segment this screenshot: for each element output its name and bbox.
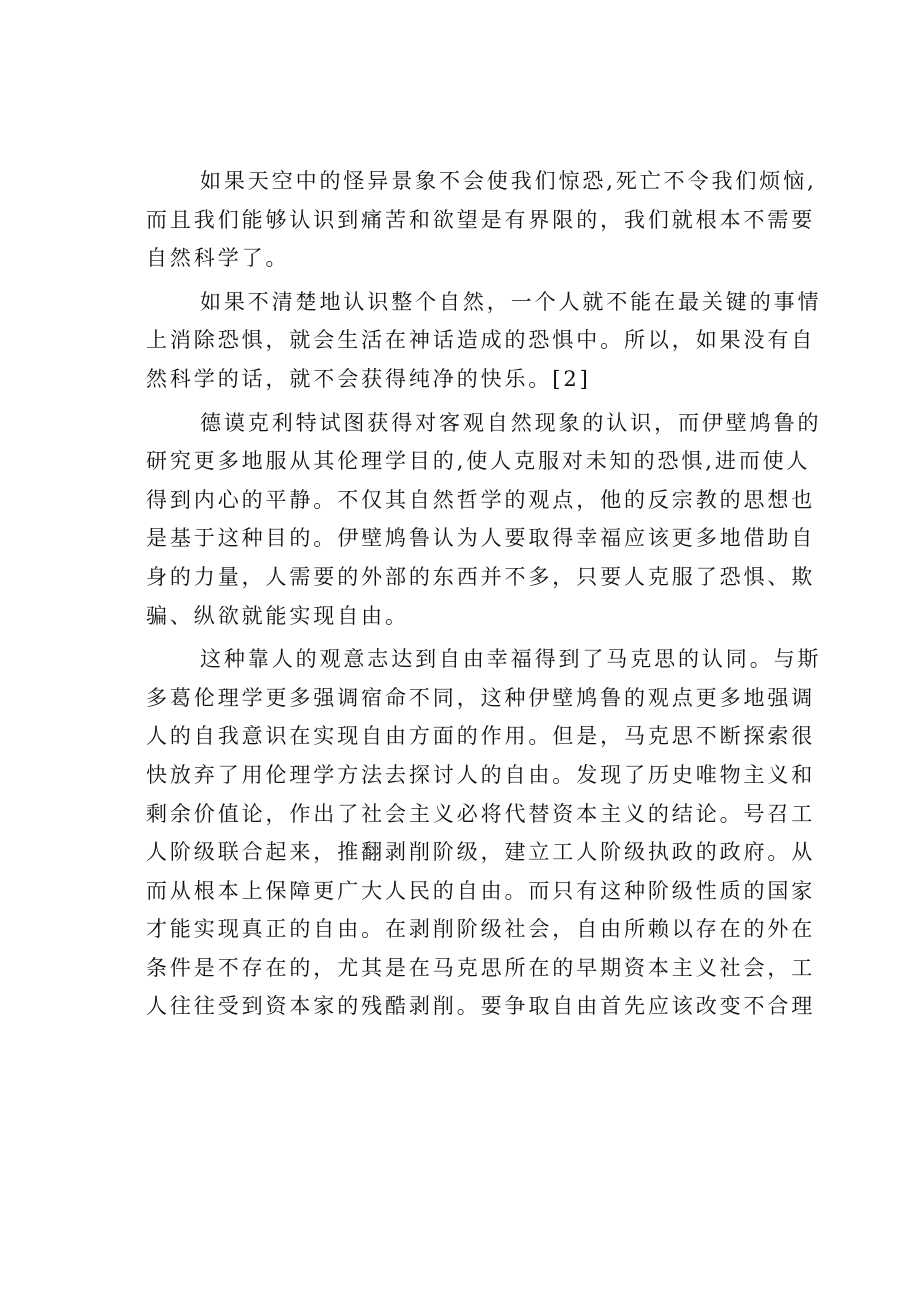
text-line: 身的力量，人需要的外部的东西并不多，只要人克服了恐惧、欺	[146, 564, 816, 589]
document-page	[146, 162, 822, 1026]
text-line: 而且我们能够认识到痛苦和欲望是有界限的，我们就根本不需要	[146, 207, 816, 232]
text-line: 人阶级联合起来，推翻剥削阶级，建立工人阶级执政的政府。从	[146, 840, 816, 865]
paragraph	[146, 283, 822, 399]
text-line: 然科学的话，就不会获得纯净的快乐。[2]	[146, 366, 591, 391]
text-line: 人的自我意识在实现自由方面的作用。但是，马克思不断探索很	[146, 724, 816, 749]
text-line: 自然科学了。	[146, 246, 290, 271]
paragraph	[146, 404, 822, 636]
text-line: 多葛伦理学更多强调宿命不同，这种伊壁鸠鲁的观点更多地强调	[146, 685, 816, 710]
text-line: 骗、纵欲就能实现自由。	[146, 603, 409, 628]
text-line: 德谟克利特试图获得对客观自然现象的认识，而伊壁鸠鲁的	[200, 410, 822, 435]
text-line: 这种靠人的观意志达到自由幸福得到了马克思的认同。与斯	[200, 647, 822, 672]
text-line: 上消除恐惧，就会生活在神话造成的恐惧中。所以，如果没有自	[146, 328, 816, 353]
text-line: 如果不清楚地认识整个自然，一个人就不能在最关键的事情	[200, 289, 822, 314]
text-line: 得到内心的平静。不仅其自然哲学的观点，他的反宗教的思想也	[146, 487, 816, 512]
paragraph	[146, 640, 822, 1026]
text-line: 条件是不存在的，尤其是在马克思所在的早期资本主义社会，工	[146, 955, 816, 980]
text-line: 研究更多地服从其伦理学目的,使人克服对未知的恐惧,进而使人	[146, 449, 811, 474]
text-line: 快放弃了用伦理学方法去探讨人的自由。发现了历史唯物主义和	[146, 762, 816, 787]
text-line: 而从根本上保障更广大人民的自由。而只有这种阶级性质的国家	[146, 878, 816, 903]
text-line: 人往往受到资本家的残酷剥削。要争取自由首先应该改变不合理	[146, 994, 816, 1019]
paragraph	[146, 162, 817, 278]
text-line: 才能实现真正的自由。在剥削阶级社会，自由所赖以存在的外在	[146, 917, 816, 942]
text-line: 是基于这种目的。伊壁鸠鲁认为人要取得幸福应该更多地借助自	[146, 526, 816, 551]
text-line: 如果天空中的怪异景象不会使我们惊恐,死亡不令我们烦恼,	[200, 169, 817, 193]
text-line: 剩余价值论，作出了社会主义必将代替资本主义的结论。号召工	[146, 801, 816, 826]
